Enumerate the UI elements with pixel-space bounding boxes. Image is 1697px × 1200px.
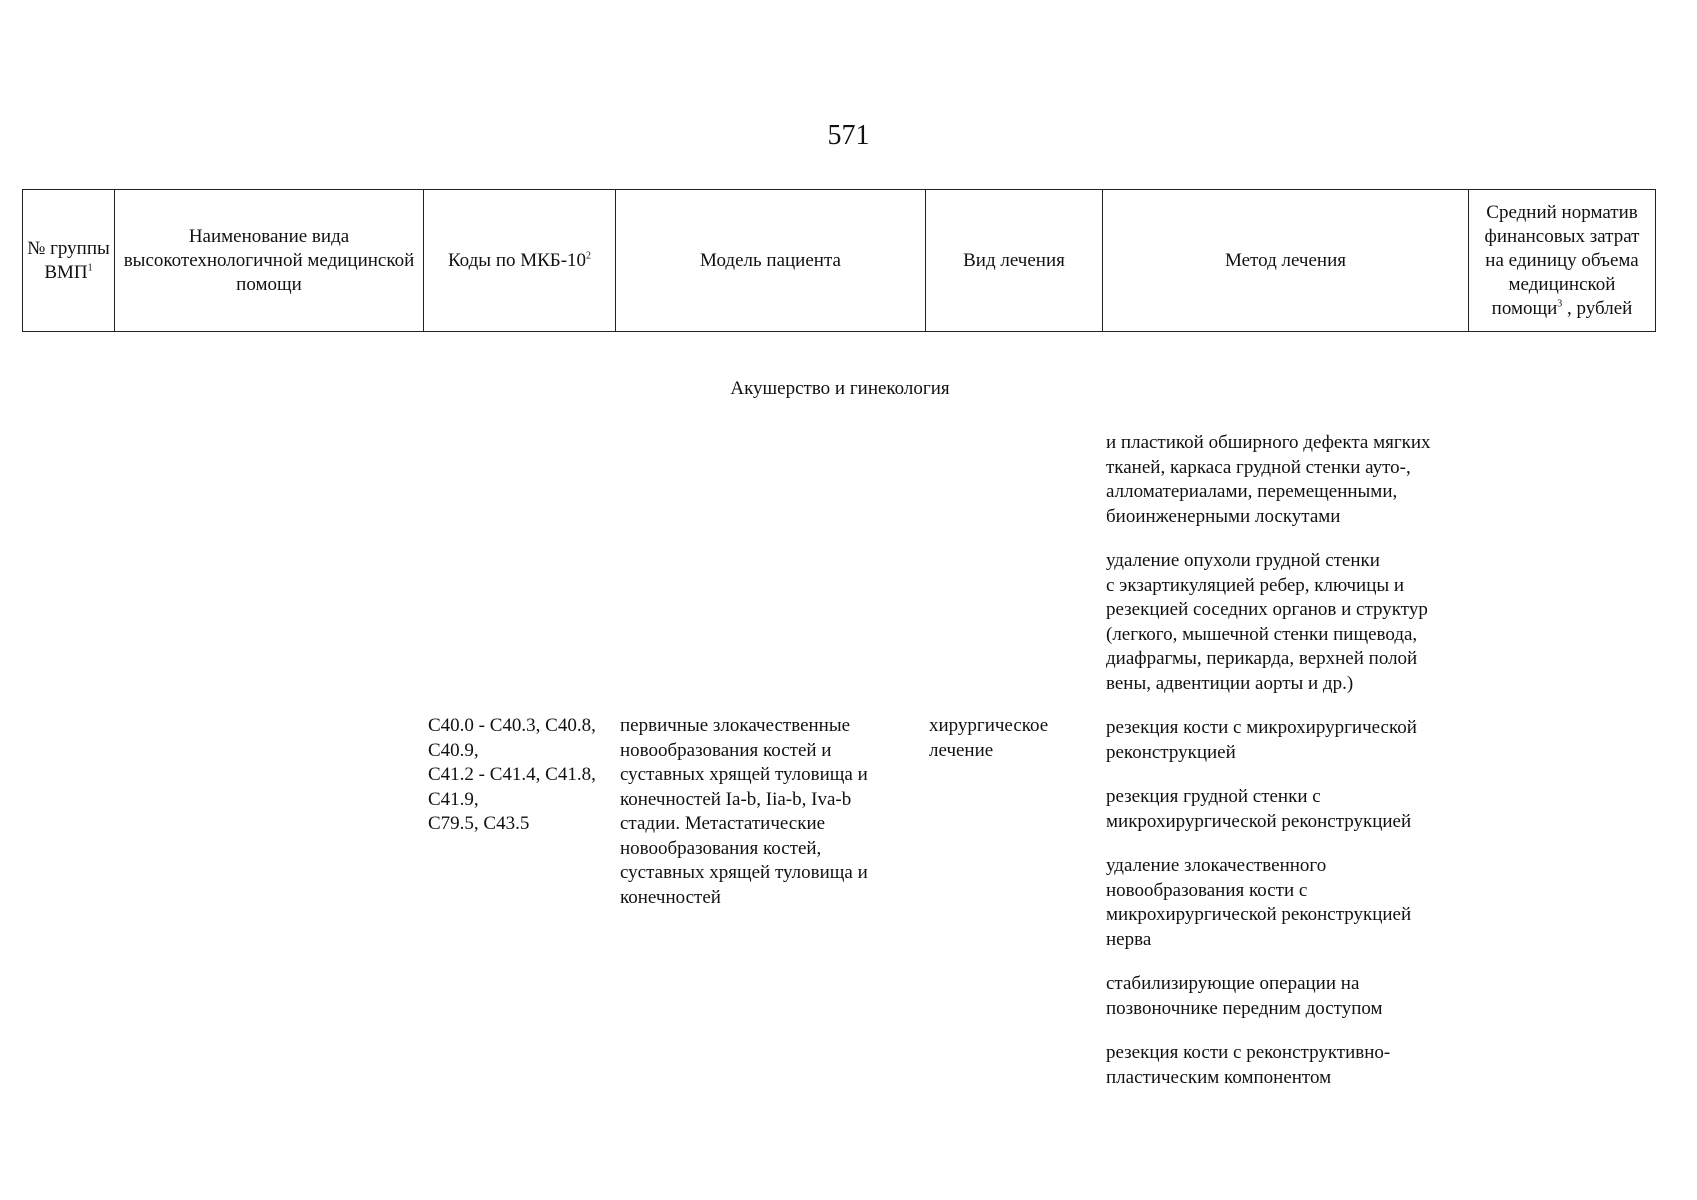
treatment-method-item: и пластикой обширного дефекта мягких тканей, каркаса грудной стенки ауто-, алломатериалами, перемещенными, биоинженерными лоскутами — [1106, 432, 1431, 527]
header-treatment-type: Вид лечения — [926, 190, 1103, 332]
header-cost-standard — [1469, 190, 1656, 332]
footnote-mark: 1 — [87, 262, 93, 274]
page-number: 571 — [827, 120, 870, 151]
header-group-number — [23, 190, 115, 332]
treatment-method-item: удаление злокачественного новообразования кости с микрохирургической реконструкцией нерва — [1106, 855, 1412, 950]
header-cost-standard-label: Средний норматив финансовых затрат на единицу объема медицинской помощи — [1484, 201, 1640, 319]
table-header — [22, 189, 1656, 332]
header-icd-codes-label: Коды по МКБ-10 — [447, 249, 587, 271]
footnote-mark: 2 — [586, 250, 592, 262]
treatment-method-item: стабилизирующие операции на позвоночнике передним доступом — [1106, 973, 1383, 1019]
treatment-type-cell: хирургическое лечение — [929, 715, 1049, 761]
header-icd-codes — [424, 190, 616, 332]
treatment-method-item: резекция кости с микрохирургической реконструкцией — [1106, 717, 1417, 763]
patient-model-cell: первичные злокачественные новообразования костей и суставных хрящей туловища и конечностей Ia-b, Iia-b, Iva-b стадии. Метастатические новообразования костей, суставных хрящей туловища и конечностей — [620, 715, 868, 908]
header-group-number-label: № группы ВМП — [27, 237, 110, 283]
header-care-type: Наименование вида высокотехнологичной медицинской помощи — [115, 190, 424, 332]
treatment-method-item: резекция кости с реконструктивно- пластическим компонентом — [1106, 1042, 1391, 1088]
header-cost-unit: , рублей — [1562, 297, 1633, 319]
treatment-methods-cell — [1106, 431, 1466, 1110]
header-patient-model: Модель пациента — [616, 190, 926, 332]
icd-codes-cell: C40.0 - C40.3, C40.8, C40.9, C41.2 - C41.4, C41.8, C41.9, C79.5, C43.5 — [428, 715, 596, 834]
header-treatment-method: Метод лечения — [1103, 190, 1469, 332]
section-title: Акушерство и гинекология — [730, 378, 950, 399]
treatment-method-item: резекция грудной стенки с микрохирургической реконструкцией — [1106, 786, 1412, 832]
treatment-method-item: удаление опухоли грудной стенки с экзартикуляцией ребер, ключицы и резекцией соседних органов и структур (легкого, мышечной стенки пищевода, диафрагмы, перикарда, верхней полой вены, адвентиции аорты и др.) — [1106, 550, 1428, 694]
footnote-mark: 3 — [1557, 298, 1563, 310]
